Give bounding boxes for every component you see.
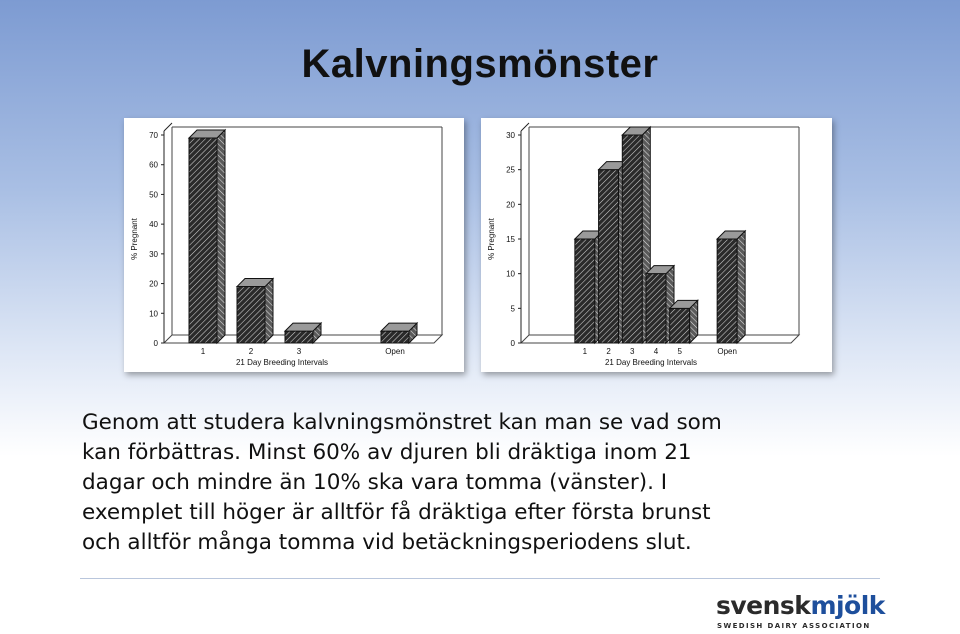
x-tick-label: 3 — [630, 347, 635, 356]
y-tick-label: 25 — [506, 165, 515, 175]
x-tick-label: 1 — [582, 347, 588, 356]
x-axis-label: 21 Day Breeding Intervals — [604, 358, 698, 367]
logo-wordmark — [716, 592, 885, 620]
bar-front — [381, 331, 409, 343]
y-axis-label: % Pregnant — [130, 218, 139, 260]
y-tick-label: 5 — [510, 304, 515, 314]
chart-left-panel — [124, 118, 464, 372]
y-tick-label: 20 — [506, 200, 515, 210]
x-tick-label: 1 — [200, 347, 206, 356]
x-tick-label: Open — [385, 347, 405, 356]
x-tick-label: 2 — [606, 347, 611, 356]
y-axis-top — [164, 123, 172, 131]
y-axis-label: % Pregnant — [487, 218, 496, 260]
body-line-5: och alltför många tomma vid betäckningsperiodens slut. — [82, 530, 692, 555]
y-axis-top — [521, 123, 529, 131]
body-line-2: kan förbättras. Minst 60% av djuren bli dräktiga inom 21 — [82, 440, 692, 465]
body-line-1: Genom att studera kalvningsmönstret kan man se vad som — [82, 410, 722, 435]
y-tick-label: 0 — [510, 339, 515, 348]
y-tick-label: 60 — [149, 160, 158, 170]
body-line-3: dagar och mindre än 10% ska vara tomma (vänster). I — [82, 470, 668, 495]
bar-side — [265, 279, 273, 343]
bar-side — [737, 231, 745, 343]
chart-left — [124, 118, 464, 372]
y-tick-label: 70 — [149, 131, 158, 140]
logo-part-a: svensk — [716, 591, 811, 620]
y-tick-label: 50 — [149, 190, 158, 200]
bar-front — [575, 239, 595, 343]
slide-title: Kalvningsmönster — [301, 42, 659, 86]
svenskmjolk-logo — [716, 592, 886, 632]
bar-front — [599, 170, 619, 343]
chart-right — [481, 118, 832, 372]
bar-front — [670, 308, 690, 343]
bar-front — [717, 239, 737, 343]
chart-right-panel — [481, 118, 832, 372]
y-tick-label: 10 — [506, 269, 515, 279]
y-tick-label: 20 — [149, 279, 158, 289]
bar-front — [237, 287, 265, 343]
x-tick-label: Open — [717, 347, 737, 356]
y-tick-label: 0 — [153, 339, 158, 348]
y-tick-label: 15 — [506, 235, 515, 244]
body-line-4: exemplet till höger är alltför få dräktiga efter första brunst — [82, 500, 711, 525]
logo-part-b: mjölk — [810, 591, 885, 620]
bar-front — [189, 138, 217, 343]
y-tick-label: 30 — [149, 249, 158, 259]
footer-divider — [80, 578, 880, 579]
y-tick-label: 10 — [149, 309, 158, 319]
x-axis-label: 21 Day Breeding Intervals — [235, 358, 329, 367]
bar-side — [217, 130, 225, 343]
bar-front — [285, 331, 313, 343]
logo-tagline: SWEDISH DAIRY ASSOCIATION — [717, 622, 871, 630]
x-tick-label: 4 — [653, 347, 659, 356]
y-tick-label: 40 — [149, 220, 158, 230]
x-tick-label: 2 — [248, 347, 254, 356]
bar-front — [622, 135, 642, 343]
bar-front — [646, 274, 666, 343]
body-text — [82, 408, 882, 558]
x-tick-label: 3 — [296, 347, 302, 356]
y-tick-label: 30 — [506, 131, 515, 140]
x-tick-label: 5 — [677, 347, 682, 356]
